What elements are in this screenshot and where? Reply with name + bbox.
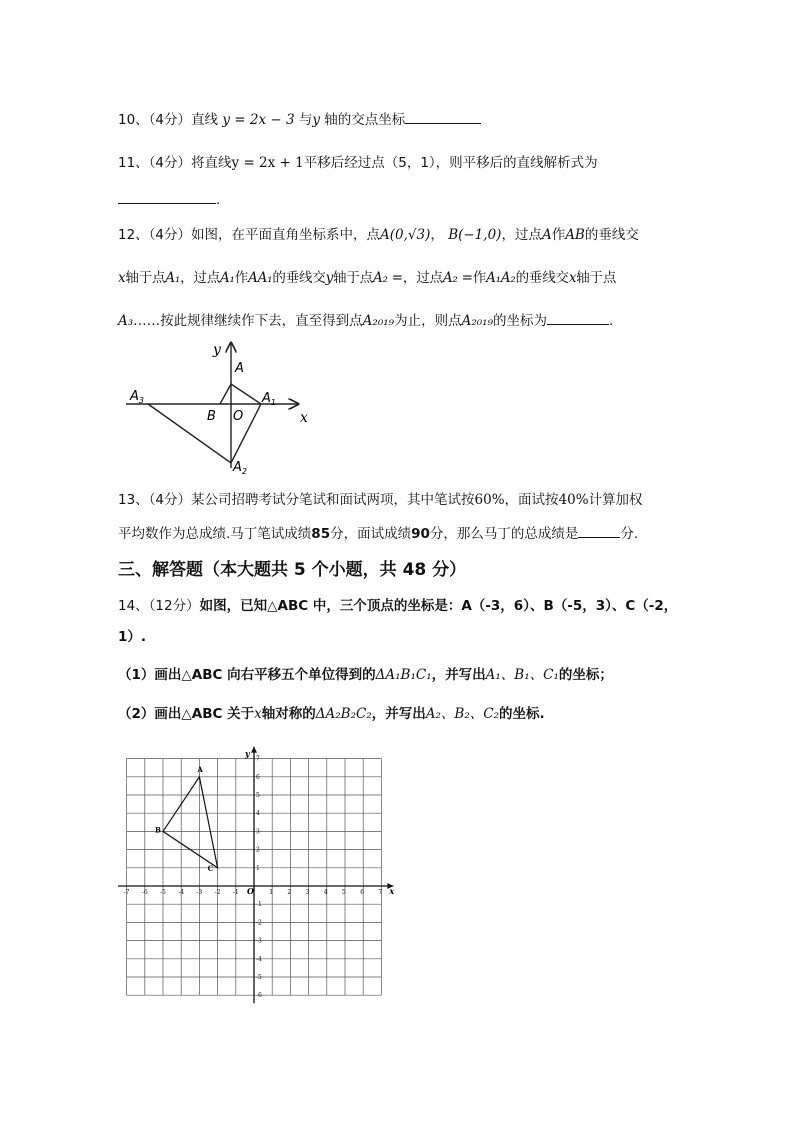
q-text: ，过点 [402, 270, 443, 286]
part-label: （1） [118, 667, 155, 683]
q-text: 的坐标为 [492, 313, 547, 329]
q-text: 轴于点 [576, 270, 617, 286]
q-text: 将直线 [191, 155, 232, 171]
var-a2: A₂ = [442, 270, 473, 286]
q-text: 为止，则点 [394, 313, 462, 329]
x-tick-label: 4 [323, 889, 328, 896]
var-aa1: AA₁ [248, 270, 273, 286]
x-tick-label: 1 [269, 889, 274, 896]
q-text: 作 [234, 270, 249, 286]
x-tick-label: 5 [342, 889, 346, 896]
q-text: 轴于点 [125, 270, 166, 286]
perpendicular-chain [148, 384, 261, 463]
y-tick-label: 1 [256, 864, 260, 872]
answer-blank[interactable] [405, 111, 481, 124]
var-y: y [325, 270, 334, 286]
equation: y = 2x − 3 [222, 112, 295, 128]
var-x: x [118, 270, 126, 286]
question-14-line1 [118, 594, 677, 614]
x-tick-label: 2 [287, 889, 292, 896]
question-14-line2 [118, 625, 146, 645]
vertex-c-label: C [207, 863, 214, 873]
x-axis-label: x [389, 886, 395, 896]
q-text: ，并写出 [371, 706, 426, 722]
x-tick-label: -1 [232, 889, 239, 896]
question-11-answer [118, 191, 220, 208]
label-b: B [207, 409, 216, 424]
vertex-b-label: B [155, 825, 161, 835]
x-tick-label: -4 [178, 889, 185, 896]
q-text: 作 [472, 270, 487, 286]
q-text: 轴对称的 [261, 706, 316, 722]
label-a3: $A_3$ [130, 389, 144, 405]
question-14-part1 [118, 663, 613, 683]
var-a1: A₁ [220, 270, 235, 286]
q-number: 12、 [118, 227, 149, 243]
q-number: 11、 [118, 155, 149, 171]
q-number: 10、 [118, 112, 149, 128]
answer-blank[interactable] [578, 525, 620, 538]
label-a: A [235, 361, 244, 376]
q-score: （4分） [148, 227, 192, 243]
q-text: 的坐标； [558, 667, 613, 683]
y-tick-label: 4 [256, 810, 260, 818]
y-tick-label: 6 [256, 773, 260, 781]
q-text: 平移后经过点（5，1），则平移后的直线解析式为 [303, 155, 598, 171]
label-y: y [213, 342, 221, 358]
point-list: A₁、B₁、C₁ [485, 667, 559, 683]
point-list: A₂、B₂、C₂ [425, 706, 499, 722]
period: . [608, 313, 614, 329]
var-x: x [254, 706, 262, 722]
y-axis-arrow [251, 747, 257, 753]
var-a1: A₁ [165, 270, 181, 286]
origin-label: O [247, 886, 254, 896]
separator: ， [430, 227, 444, 243]
q-text: 画出△ABC 向右平移五个单位得到的 [154, 667, 376, 683]
question-12-line2 [118, 266, 616, 286]
section-heading: 三、解答题（本大题共 5 个小题，共 48 分） [118, 560, 467, 580]
var-x: x [568, 270, 577, 286]
q12-figure [118, 338, 328, 478]
var-a2019: A₂₀₁₉ [461, 313, 493, 329]
q-score: （4分） [148, 155, 192, 171]
vertex-a-label: A [197, 764, 203, 774]
question-10 [118, 108, 481, 128]
q-text: ，过点 [501, 227, 542, 243]
period: . [216, 192, 221, 208]
question-12-line1 [118, 223, 639, 243]
label-o: O [233, 409, 244, 424]
q-text: 的坐标. [499, 706, 545, 722]
label-a2: $A_2$ [233, 460, 247, 476]
q-text: ，并写出 [431, 667, 486, 683]
score-value: 90 [411, 526, 430, 542]
var-a2019: A₂₀₁₉ [362, 313, 395, 329]
question-13-line1 [118, 488, 643, 508]
coordinate-grid [118, 740, 408, 1015]
q-text: 平均数作为总成绩.马丁笔试成绩 [118, 526, 312, 542]
y-tick-label: 3 [256, 828, 260, 836]
q-text: ，过点 [180, 270, 220, 286]
q-text: 计算加权 [588, 492, 643, 508]
percent: 40% [558, 492, 589, 508]
q-text: 作 [551, 227, 566, 243]
x-tick-label: -6 [141, 889, 148, 896]
var-ab: AB [565, 227, 585, 243]
q-text: 1）. [118, 629, 147, 645]
x-tick-label: 6 [360, 889, 365, 896]
y-tick-label: -2 [256, 919, 262, 927]
percent: 60% [474, 492, 505, 508]
label-x: x [300, 410, 308, 426]
y-tick-label: -6 [256, 992, 262, 1000]
var-a: A [541, 227, 552, 243]
y-tick-label: -5 [256, 974, 262, 981]
x-tick-label: 7 [378, 889, 383, 896]
y-tick-label: -3 [256, 937, 262, 945]
q-text: 如图，在平面直角坐标系中，点 [191, 227, 381, 243]
q-text: 的垂线交 [272, 270, 326, 286]
q-number: 13、 [118, 492, 149, 508]
q-text: ……按此规律继续作下去，直至得到点 [133, 313, 363, 329]
q-text: 轴于点 [333, 270, 373, 286]
q-text: 分. [620, 526, 639, 542]
q-text: 某公司招聘考试分笔试和面试两项，其中笔试按 [191, 492, 475, 508]
y-tick-label: -4 [256, 955, 262, 963]
q-text: 分，那么马丁的总成绩是 [429, 526, 579, 542]
triangle-name: ΔA₁B₁C₁ [375, 667, 432, 683]
x-tick-label: -3 [196, 889, 203, 896]
question-11 [118, 151, 598, 171]
q-text: 与 [298, 112, 313, 128]
y-tick-label: 7 [256, 755, 260, 763]
x-tick-label: 3 [305, 889, 310, 896]
q-text: 的垂线交 [584, 227, 639, 243]
point-a: A(0,√3) [380, 227, 431, 243]
q-text: 如图，已知△ABC 中，三个顶点的坐标是：A（-3，6）、B（-5，3）、C（-2， [199, 598, 678, 614]
q-number: 14、 [118, 598, 149, 614]
q-text: 分，面试成绩 [330, 526, 412, 542]
triangle-name: ΔA₂B₂C₂ [315, 706, 372, 722]
point-b: B(−1,0) [448, 227, 502, 243]
score-value: 85 [311, 526, 331, 542]
x-tick-label: -7 [123, 889, 130, 896]
part-label: （2） [118, 706, 155, 722]
q-text: 轴的交点坐标 [324, 112, 406, 128]
question-12-line3 [118, 309, 613, 329]
y-tick-label: 5 [256, 792, 260, 799]
variable: y [312, 112, 320, 128]
q-score: （12分） [148, 598, 200, 614]
x-tick-label: -5 [160, 889, 166, 896]
question-13-line2 [118, 522, 638, 542]
question-14-part2 [118, 702, 545, 722]
q-score: （4分） [148, 112, 192, 128]
y-tick-label: -1 [256, 901, 262, 909]
label-a1: $A_1$ [262, 391, 276, 407]
y-axis-label: y [245, 748, 250, 759]
x-tick-label: -2 [214, 889, 221, 896]
triangle-abc [163, 777, 218, 868]
answer-blank[interactable] [547, 312, 609, 325]
answer-blank[interactable] [118, 191, 216, 204]
q-text: 的垂线交 [515, 270, 569, 286]
y-tick-label: 2 [256, 846, 260, 854]
q-text: ，面试按 [504, 492, 559, 508]
equation: y = 2x + 1 [231, 155, 304, 171]
q-text: 画出△ABC 关于 [154, 706, 255, 722]
var-a2: A₂ = [372, 270, 403, 286]
q-text: 直线 [191, 112, 219, 128]
var-a3: A₃ [118, 313, 134, 329]
q-score: （4分） [148, 492, 192, 508]
var-a1a2: A₁A₂ [486, 270, 516, 286]
